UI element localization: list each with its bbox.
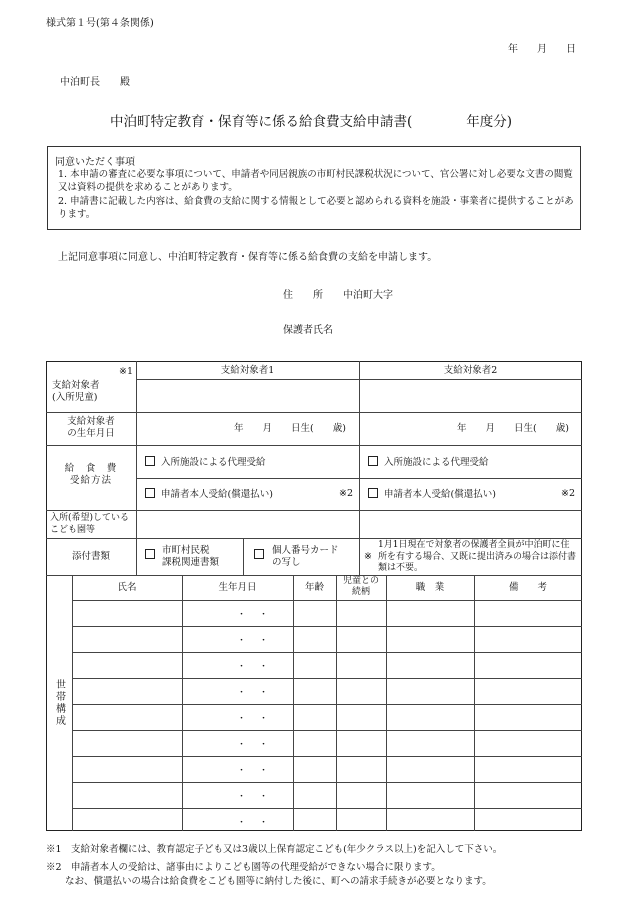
target-2-self-option[interactable]: 申請者本人受給(償還払い) xyxy=(368,488,496,501)
date-line xyxy=(508,40,576,55)
attach-tax-label: 市町村民税 課税関連書類 xyxy=(162,545,220,568)
attachments-label: 添付書類 xyxy=(71,551,110,562)
col-relation: 児童との 続柄 xyxy=(342,576,379,597)
footnote-3: なお、償還払いの場合は給食費をこども園等に納付した後に、町への請求手続きが必要となります。 xyxy=(46,876,492,887)
col-occupation: 職 業 xyxy=(415,582,445,593)
checkbox-icon[interactable] xyxy=(368,456,378,466)
note2-mark-2: ※2 xyxy=(561,488,576,499)
household-row[interactable] xyxy=(72,782,582,808)
target-label: 支給対象者 (入所児童) xyxy=(52,380,100,403)
target-2-name-field[interactable] xyxy=(360,380,581,411)
household-row[interactable] xyxy=(72,756,582,782)
target-2-proxy-option[interactable]: 入所施設による代理受給 xyxy=(368,456,489,469)
household-dob-field[interactable]: ・ ・ xyxy=(237,610,271,620)
col-name: 氏名 xyxy=(117,582,137,593)
checkbox-icon[interactable] xyxy=(254,549,264,559)
col-remarks: 備 考 xyxy=(508,582,547,593)
household-row[interactable] xyxy=(72,730,582,756)
note1-mark: ※1 xyxy=(119,366,134,377)
col-age: 年齢 xyxy=(304,582,324,593)
address-label: 住 所 xyxy=(283,290,323,301)
consent-item-1: 1. 本申請の審査に必要な事項について、申請者や同居親族の市町村民課税状況について、官公署に対し必要な文書の閲覧又は資料の提供を求めることがあります。 xyxy=(58,169,573,193)
household-dob-field[interactable]: ・ ・ xyxy=(237,636,271,646)
target-2-header: 支給対象者2 xyxy=(443,365,498,376)
dob-label: 支給対象者 の生年月日 xyxy=(67,416,115,439)
checkbox-icon[interactable] xyxy=(145,549,155,559)
household-dob-field[interactable]: ・ ・ xyxy=(237,688,271,698)
target-1-proxy-option[interactable]: 入所施設による代理受給 xyxy=(145,456,266,469)
facility-label: 入所(希望)している こども園等 xyxy=(50,513,130,535)
note2-mark-1: ※2 xyxy=(339,488,354,499)
household-row[interactable] xyxy=(72,626,582,652)
household-row[interactable] xyxy=(72,678,582,704)
method-label: 給 食 費 受給方法 xyxy=(64,463,118,486)
footnote-1: ※1 支給対象者欄には、教育認定子ども又は3歳以上保育認定こども(年少クラス以上)を記入して下さい。 xyxy=(46,844,503,855)
household-row[interactable] xyxy=(72,704,582,730)
target-1-header: 支給対象者1 xyxy=(220,365,275,376)
household-dob-field[interactable]: ・ ・ xyxy=(237,740,271,750)
agreement-statement: 上記同意事項に同意し、中泊町特定教育・保育等に係る給食費の支給を申請します。 xyxy=(58,252,438,263)
target-1-name-field[interactable] xyxy=(137,380,358,411)
date-month: 月 xyxy=(537,44,547,55)
household-dob-field[interactable]: ・ ・ xyxy=(237,662,271,672)
address-value[interactable]: 中泊町大字 xyxy=(343,290,393,301)
consent-heading: 同意いただく事項 xyxy=(55,157,135,168)
household-row[interactable] xyxy=(72,600,582,626)
household-label: 世帯構成 xyxy=(56,680,66,727)
addressee: 中泊町長 殿 xyxy=(60,77,130,88)
checkbox-icon[interactable] xyxy=(145,488,155,498)
footnote-2: ※2 申請者本人の受給は、諸事由によりこども園等の代理受給ができない場合に限ります。 xyxy=(46,862,441,873)
household-dob-field[interactable]: ・ ・ xyxy=(237,766,271,776)
target-2-dob-field[interactable]: 年 月 日生( 歳) xyxy=(457,423,569,434)
attach-note: 1月1日現在で対象者の保護者全員が中泊町に住所を有する場合、又既に提出済みの場合は添付書類は不要。 xyxy=(378,540,577,573)
household-dob-field[interactable]: ・ ・ xyxy=(237,714,271,724)
target-2-facility-field[interactable] xyxy=(360,511,581,537)
consent-box xyxy=(47,146,581,230)
page-title: 中泊町特定教育・保育等に係る給食費支給申請書( 年度分) xyxy=(110,114,513,130)
guardian-name-label: 保護者氏名 xyxy=(283,325,333,336)
household-dob-field[interactable]: ・ ・ xyxy=(237,818,271,828)
attach-tax-option[interactable] xyxy=(145,544,161,559)
attach-mynumber-option[interactable] xyxy=(254,544,270,559)
target-1-self-option[interactable]: 申請者本人受給(償還払い) xyxy=(145,488,273,501)
attach-mynumber-label: 個人番号カード の写し xyxy=(272,545,339,568)
household-row[interactable] xyxy=(72,652,582,678)
checkbox-icon[interactable] xyxy=(368,488,378,498)
checkbox-icon[interactable] xyxy=(145,456,155,466)
consent-item-2: 2. 申請書に記載した内容は、給食費の支給に関する情報として必要と認められる資料を施設・事業者に提供することがあります。 xyxy=(58,196,574,220)
target-1-facility-field[interactable] xyxy=(137,511,358,537)
form-number: 様式第１号(第４条関係) xyxy=(46,18,154,29)
household-row[interactable] xyxy=(72,808,582,834)
attach-note-mark: ※ xyxy=(364,551,372,562)
target-1-dob-field[interactable]: 年 月 日生( 歳) xyxy=(234,423,346,434)
household-dob-field[interactable]: ・ ・ xyxy=(237,792,271,802)
col-dob: 生年月日 xyxy=(218,582,257,593)
date-day: 日 xyxy=(566,44,576,55)
date-year: 年 xyxy=(508,44,518,55)
